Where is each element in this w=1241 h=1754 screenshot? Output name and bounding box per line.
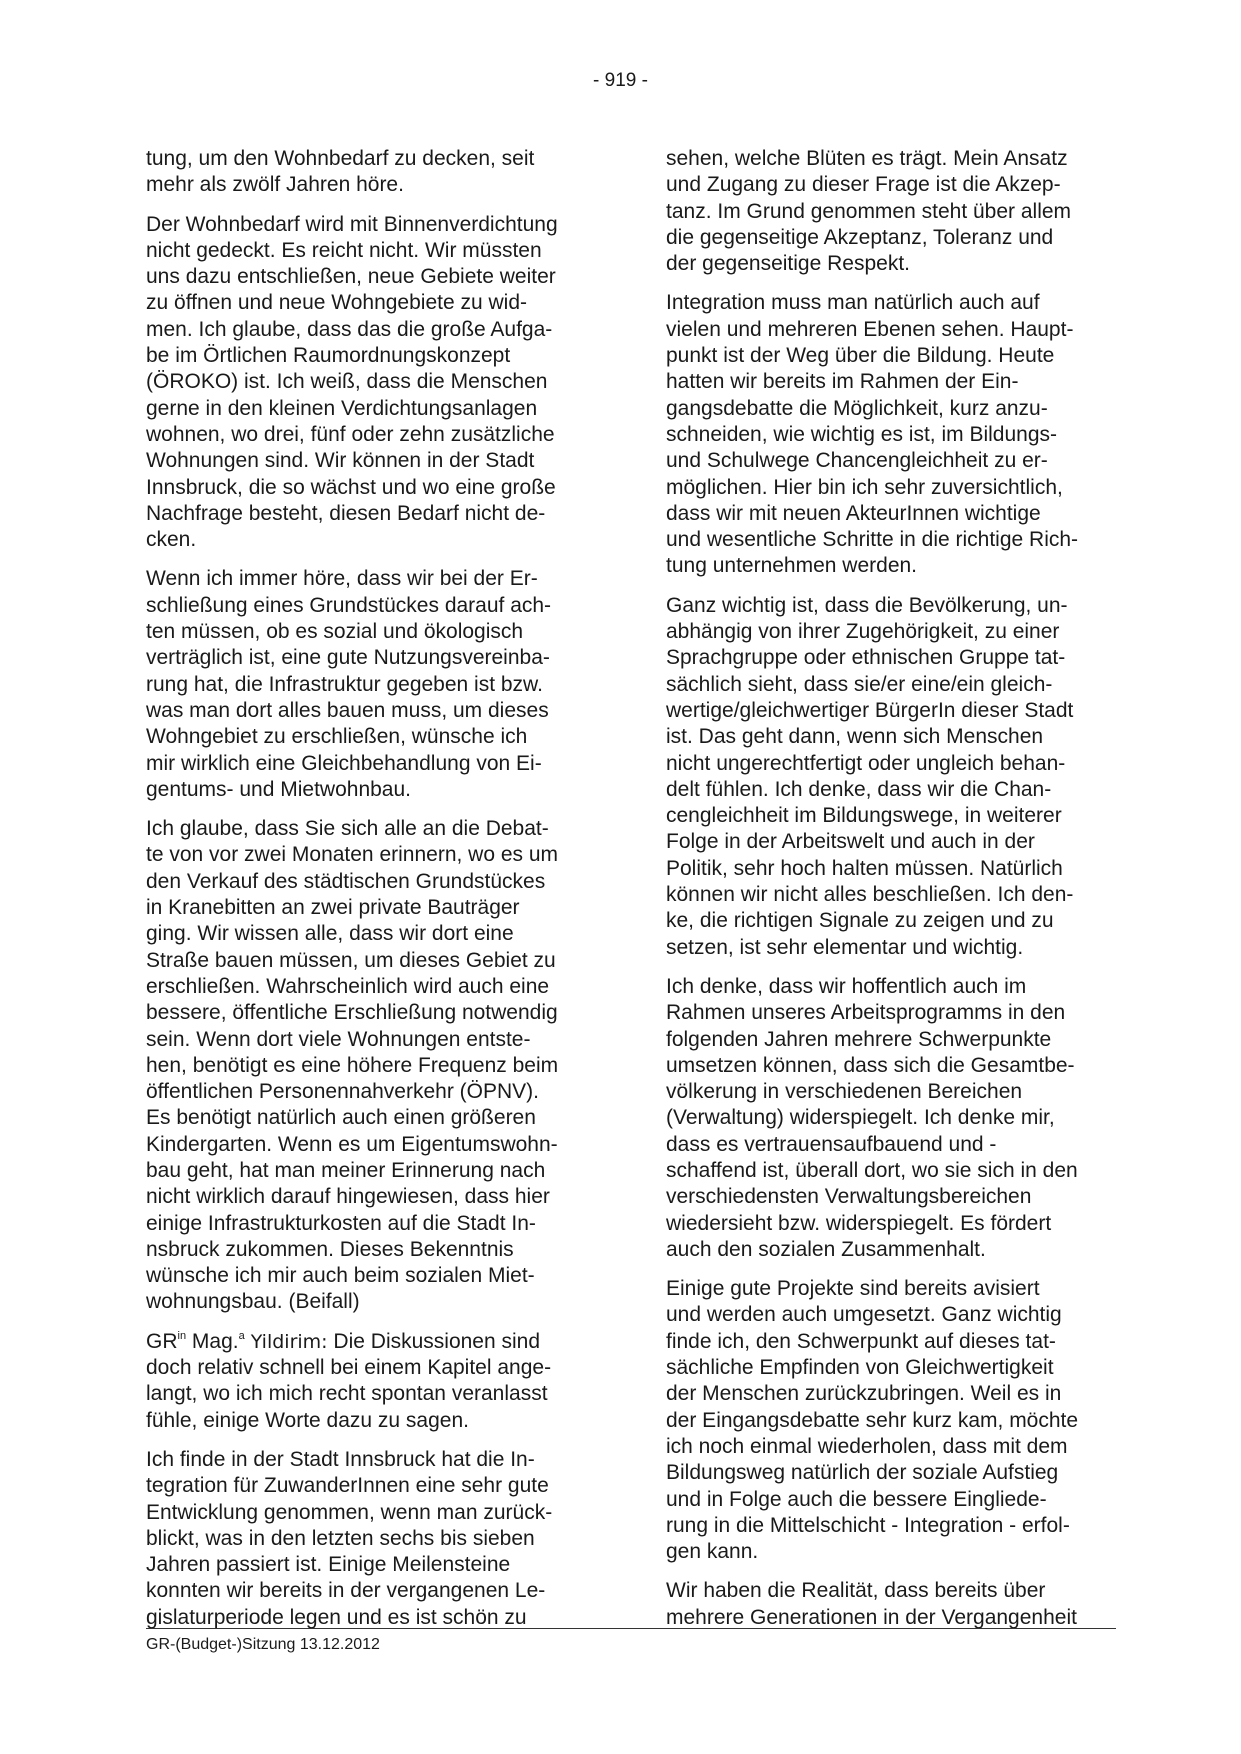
text-line: und wesentliche Schritte in die richtige Rich- xyxy=(666,528,1079,552)
text-line: Es benötigt natürlich auch einen größeren xyxy=(146,1106,536,1130)
text-line: ging. Wir wissen alle, dass wir dort eine xyxy=(146,922,514,946)
text-line: cengleichheit im Bildungswege, in weiterer xyxy=(666,804,1062,828)
paragraph xyxy=(666,290,1116,579)
text-line: (ÖROKO) ist. Ich weiß, dass die Menschen xyxy=(146,370,548,394)
text-line: hatten wir bereits im Rahmen der Ein- xyxy=(666,370,1019,394)
text-line: finde ich, den Schwerpunkt auf dieses tat- xyxy=(666,1329,1056,1353)
text-line: Wohngebiet zu erschließen, wünsche ich xyxy=(146,725,528,749)
paragraph xyxy=(666,593,1116,961)
text-line: und werden auch umgesetzt. Ganz wichtig xyxy=(666,1303,1062,1327)
footer-divider xyxy=(146,1628,1116,1629)
text-line: Straße bauen müssen, um dieses Gebiet zu xyxy=(146,948,556,972)
paragraph xyxy=(666,1578,1116,1631)
page-number: - 919 - xyxy=(593,70,648,91)
text-line: Ich finde in der Stadt Innsbruck hat die In- xyxy=(146,1447,535,1471)
text-line: uns dazu entschließen, neue Gebiete weiter xyxy=(146,265,556,289)
paragraph xyxy=(146,212,593,554)
speaker-title-mag-suffix: a xyxy=(238,1329,245,1342)
speaker-title-mag: Mag. xyxy=(186,1329,239,1353)
text-line: blickt, was in den letzten sechs bis sieben xyxy=(146,1526,535,1550)
text-line: ke, die richtigen Signale zu zeigen und zu xyxy=(666,909,1054,933)
text-line: wiedersieht bzw. widerspiegelt. Es fördert xyxy=(666,1211,1052,1235)
text-line: Folge in der Arbeitswelt und auch in der xyxy=(666,830,1035,854)
text-line: wünsche ich mir auch beim sozialen Miet- xyxy=(146,1264,535,1288)
text-line: tanz. Im Grund genommen steht über allem xyxy=(666,199,1072,223)
text-line: be im Örtlichen Raumordnungskonzept xyxy=(146,344,511,368)
text-line: bessere, öffentliche Erschließung notwendig xyxy=(146,1001,558,1025)
text-line: Innsbruck, die so wächst und wo eine große xyxy=(146,475,556,499)
text-line: Jahren passiert ist. Einige Meilensteine xyxy=(146,1553,511,1577)
text-line: Rahmen unseres Arbeitsprogramms in den xyxy=(666,1001,1066,1025)
text-line: gerne in den kleinen Verdichtungsanlagen xyxy=(146,396,538,420)
text-line: sein. Wenn dort viele Wohnungen entste- xyxy=(146,1027,531,1051)
text-line: was man dort alles bauen muss, um dieses xyxy=(146,698,549,722)
text-line: öffentlichen Personennahverkehr (ÖPNV). xyxy=(146,1080,539,1104)
text-line: sächlich sieht, dass sie/er eine/ein gleich- xyxy=(666,672,1053,696)
paragraph xyxy=(146,146,593,199)
text-line: auch den sozialen Zusammenhalt. xyxy=(666,1237,986,1261)
left-column xyxy=(146,146,593,1644)
text-line: Ich glaube, dass Sie sich alle an die Debat- xyxy=(146,817,549,841)
text-line: in Kranebitten an zwei private Bauträger xyxy=(146,896,520,920)
text-line: der Eingangsdebatte sehr kurz kam, möchte xyxy=(666,1408,1079,1432)
text-line: rung in die Mittelschicht - Integration - erfol- xyxy=(666,1513,1070,1537)
text-line: folgenden Jahren mehrere Schwerpunkte xyxy=(666,1027,1052,1051)
paragraph xyxy=(666,146,1116,277)
text-line: Einige gute Projekte sind bereits avisiert xyxy=(666,1277,1040,1301)
text-line: ich noch einmal wiederholen, dass mit dem xyxy=(666,1434,1068,1458)
text-line: hen, benötigt es eine höhere Frequenz beim xyxy=(146,1053,559,1077)
text-line: möglichen. Hier bin ich sehr zuversichtlich, xyxy=(666,475,1063,499)
speaker-lines xyxy=(146,1355,593,1434)
text-line: Ganz wichtig ist, dass die Bevölkerung, un- xyxy=(666,593,1068,617)
text-line: gentums- und Mietwohnbau. xyxy=(146,777,411,801)
text-line: ist. Das geht dann, wenn sich Menschen xyxy=(666,725,1044,749)
text-line: Kindergarten. Wenn es um Eigentumswohn- xyxy=(146,1132,558,1156)
paragraph xyxy=(146,1447,593,1631)
text-line: abhängig von ihrer Zugehörigkeit, zu einer xyxy=(666,620,1060,644)
text-line: doch relativ schnell bei einem Kapitel ange- xyxy=(146,1356,552,1380)
text-line: der Menschen zurückzubringen. Weil es in xyxy=(666,1382,1062,1406)
text-line: Der Wohnbedarf wird mit Binnenverdichtung xyxy=(146,212,558,236)
text-line: sehen, welche Blüten es trägt. Mein Ansatz xyxy=(666,147,1068,170)
text-line: dass es vertrauensaufbauend und - xyxy=(666,1132,997,1156)
text-line: einige Infrastrukturkosten auf die Stadt In- xyxy=(146,1211,536,1235)
text-line: Wenn ich immer höre, dass wir bei der Er- xyxy=(146,567,538,591)
text-line: Nachfrage besteht, diesen Bedarf nicht de- xyxy=(146,501,546,525)
text-line: wohnungsbau. (Beifall) xyxy=(146,1290,360,1314)
text-line: die gegenseitige Akzeptanz, Toleranz und xyxy=(666,225,1054,249)
text-line: völkerung in verschiedenen Bereichen xyxy=(666,1080,1023,1104)
text-line: Ich denke, dass wir hoffentlich auch im xyxy=(666,974,1027,998)
text-line: verschiedensten Verwaltungsbereichen xyxy=(666,1185,1032,1209)
paragraph xyxy=(146,566,593,803)
text-line: zu öffnen und neue Wohngebiete zu wid- xyxy=(146,291,528,315)
speaker-title-gr: GR xyxy=(146,1329,178,1353)
text-line: schließung eines Grundstückes darauf ach- xyxy=(146,593,552,617)
right-column xyxy=(666,146,1116,1644)
footer-session-label: GR-(Budget-)Sitzung 13.12.2012 xyxy=(146,1636,380,1653)
text-line: cken. xyxy=(146,528,197,552)
text-line: wertige/gleichwertiger BürgerIn dieser Stadt xyxy=(666,698,1074,722)
text-line: mir wirklich eine Gleichbehandlung von Ei- xyxy=(146,751,542,775)
text-line: den Verkauf des städtischen Grundstückes xyxy=(146,869,546,893)
paragraph xyxy=(146,816,593,1316)
text-line: nsbruck zukommen. Dieses Bekenntnis xyxy=(146,1237,514,1261)
text-line: fühle, einige Worte dazu zu sagen. xyxy=(146,1408,469,1432)
text-line: langt, wo ich mich recht spontan veranlasst xyxy=(146,1382,548,1406)
text-line: punkt ist der Weg über die Bildung. Heute xyxy=(666,344,1055,368)
text-line: und Zugang zu dieser Frage ist die Akzep- xyxy=(666,173,1061,197)
text-line: und Schulwege Chancengleichheit zu er- xyxy=(666,449,1048,473)
text-line: wohnen, wo drei, fünf oder zehn zusätzliche xyxy=(146,422,555,446)
text-line: nicht gedeckt. Es reicht nicht. Wir müssten xyxy=(146,238,542,262)
text-line: tegration für ZuwanderInnen eine sehr gute xyxy=(146,1474,549,1498)
speaker-line xyxy=(146,1329,593,1355)
text-line: tung unternehmen werden. xyxy=(666,554,918,578)
text-line: umsetzen können, dass sich die Gesamtbe- xyxy=(666,1053,1075,1077)
text-line: tung, um den Wohnbedarf zu decken, seit xyxy=(146,147,535,170)
text-line: können wir nicht alles beschließen. Ich den- xyxy=(666,883,1074,907)
text-line: mehr als zwölf Jahren höre. xyxy=(146,173,404,197)
paragraph xyxy=(666,974,1116,1263)
text-line: setzen, ist sehr elementar und wichtig. xyxy=(666,935,1024,959)
paragraph xyxy=(666,1276,1116,1565)
text-line: Bildungsweg natürlich der soziale Aufstieg xyxy=(666,1461,1059,1485)
text-line: konnten wir bereits in der vergangenen Le- xyxy=(146,1579,546,1603)
speaker-name: Yildirim: xyxy=(244,1330,328,1353)
text-line: Sprachgruppe oder ethnischen Gruppe tat- xyxy=(666,646,1066,670)
text-line: ten müssen, ob es sozial und ökologisch xyxy=(146,620,524,644)
text-line: und in Folge auch die bessere Eingliede- xyxy=(666,1487,1047,1511)
speaker-text: Die Diskussionen sind xyxy=(327,1329,541,1353)
text-line: men. Ich glaube, dass das die große Aufga- xyxy=(146,317,553,341)
text-line: nicht ungerechtfertigt oder ungleich behan- xyxy=(666,751,1066,775)
speaker-paragraph xyxy=(146,1329,593,1434)
text-line: (Verwaltung) widerspiegelt. Ich denke mir, xyxy=(666,1106,1055,1130)
text-line: Politik, sehr hoch halten müssen. Natürlich xyxy=(666,856,1063,880)
text-line: schneiden, wie wichtig es ist, im Bildungs- xyxy=(666,422,1058,446)
text-line: dass wir mit neuen AkteurInnen wichtige xyxy=(666,501,1041,525)
text-line: verträglich ist, eine gute Nutzungsvereinba- xyxy=(146,646,550,670)
speaker-title-gr-suffix: in xyxy=(177,1329,187,1342)
text-line: Wir haben die Realität, dass bereits über xyxy=(666,1579,1046,1603)
text-line: gen kann. xyxy=(666,1540,759,1564)
text-line: gislaturperiode legen und es ist schön zu xyxy=(146,1605,527,1629)
text-line: vielen und mehreren Ebenen sehen. Haupt- xyxy=(666,317,1074,341)
text-line: gangsdebatte die Möglichkeit, kurz anzu- xyxy=(666,396,1048,420)
text-line: sächliche Empfinden von Gleichwertigkeit xyxy=(666,1356,1054,1380)
text-line: Entwicklung genommen, wenn man zurück- xyxy=(146,1500,553,1524)
text-line: Wohnungen sind. Wir können in der Stadt xyxy=(146,449,535,473)
text-line: delt fühlen. Ich denke, dass wir die Chan- xyxy=(666,777,1052,801)
text-line: rung hat, die Infrastruktur gegeben ist bzw. xyxy=(146,672,543,696)
text-line: mehrere Generationen in der Vergangenheit xyxy=(666,1605,1077,1629)
text-line: te von vor zwei Monaten erinnern, wo es um xyxy=(146,843,559,867)
text-line: bau geht, hat man meiner Erinnerung nach xyxy=(146,1158,546,1182)
text-line: erschließen. Wahrscheinlich wird auch eine xyxy=(146,974,550,998)
text-line: der gegenseitige Respekt. xyxy=(666,252,910,276)
text-line: Integration muss man natürlich auch auf xyxy=(666,291,1040,315)
text-line: nicht wirklich darauf hingewiesen, dass hier xyxy=(146,1185,550,1209)
text-line: schaffend ist, überall dort, wo sie sich in den xyxy=(666,1158,1078,1182)
